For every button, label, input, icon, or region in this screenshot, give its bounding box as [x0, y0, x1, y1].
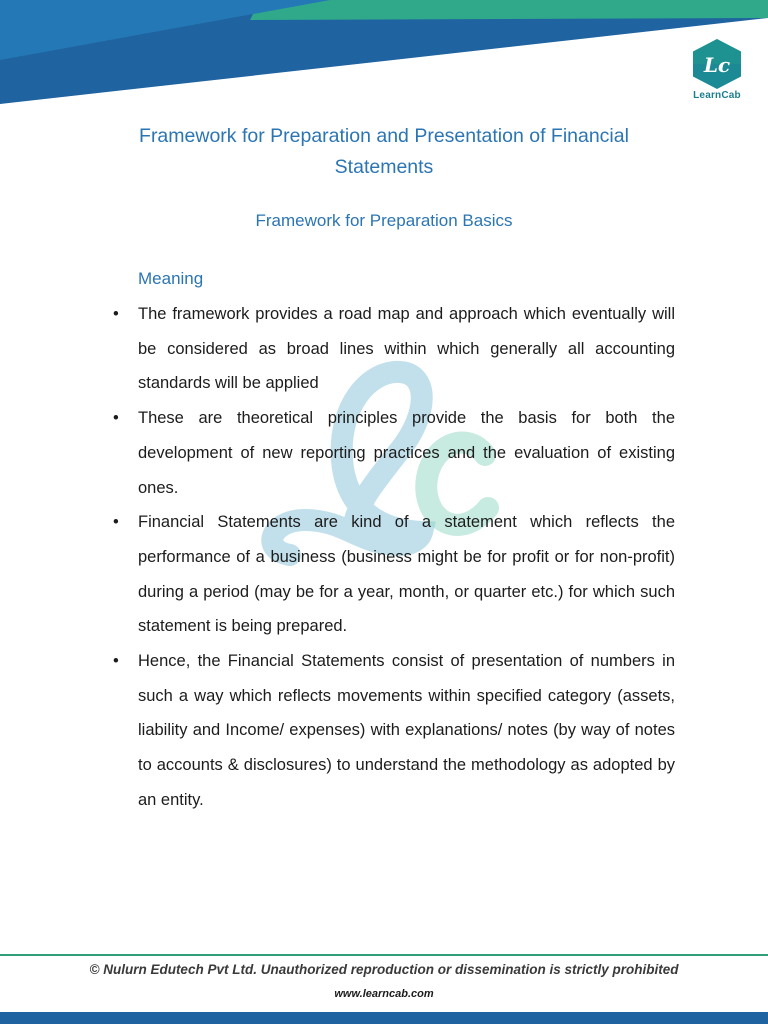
logo-caption: LearnCab — [693, 90, 741, 101]
section-heading: Meaning — [138, 269, 204, 288]
bullet-item: • The framework provides a road map and approach which eventually will be considered as broad lines within which generally all accounting standards will be applied — [113, 297, 675, 401]
header-banner-graphic — [0, 0, 768, 110]
bullet-item: • These are theoretical principles provide the basis for both the development of new reporting practices and the evaluation of existing ones. — [113, 401, 675, 505]
document-title: Framework for Preparation and Presentation of Financial Statements — [139, 125, 629, 178]
learncab-logo — [686, 38, 748, 104]
footer-divider — [0, 954, 768, 956]
document-subtitle: Framework for Preparation Basics — [255, 211, 513, 230]
footer-band — [0, 1012, 768, 1024]
logo-monogram: Lc — [703, 53, 731, 77]
bullet-item: • Financial Statements are kind of a statement which reflects the performance of a business (business might be for profit or for non-profit) during a period (may be for a year, month, or quarter etc.) for which such statement is being prepared. — [113, 505, 675, 644]
meaning-bullet-list — [113, 297, 675, 818]
footer-copyright: © Nulurn Edutech Pvt Ltd. Unauthorized reproduction or dissemination is strictly prohibited — [89, 962, 679, 977]
logo-hexagon-icon — [686, 38, 748, 90]
footer-website-link[interactable]: www.learncab.com — [334, 988, 434, 1000]
bullet-item: • Hence, the Financial Statements consist of presentation of numbers in such a way which reflects movements within specified category (assets, liability and Income/ expenses) with explanations/ notes (by way of notes to accounts & disclosures) to understand the methodology as adopted by an entity. — [113, 644, 675, 818]
